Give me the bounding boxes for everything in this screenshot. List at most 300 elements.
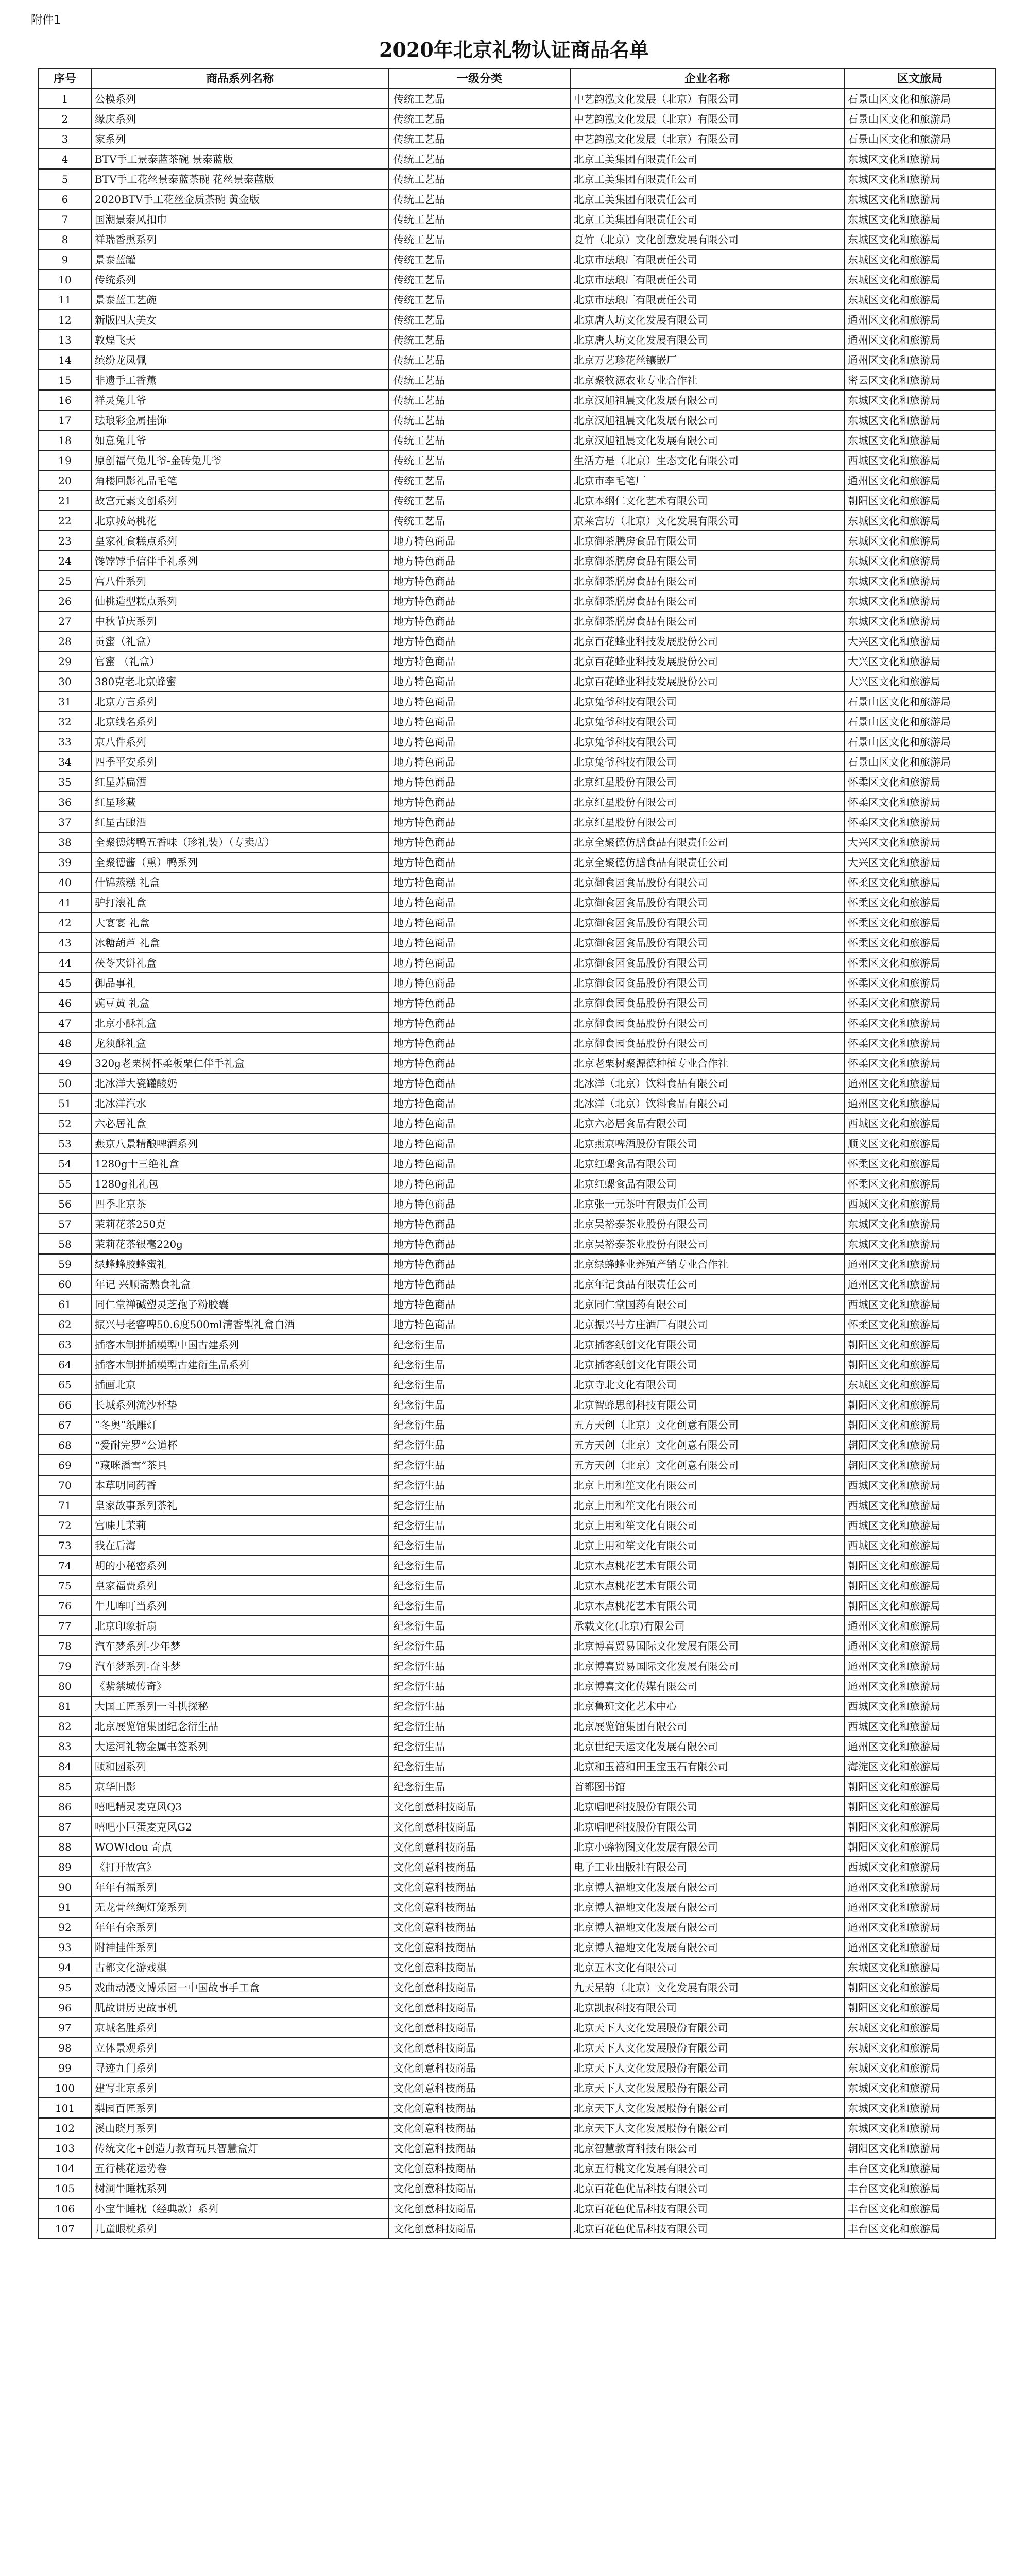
header-category: 一级分类 — [389, 69, 570, 89]
cell-category: 地方特色商品 — [389, 892, 570, 912]
cell-district-bureau: 东城区文化和旅游局 — [844, 169, 996, 189]
cell-district-bureau: 东城区文化和旅游局 — [844, 1375, 996, 1395]
cell-product-series: 绿蜂蜂胶蜂蜜礼 — [91, 1254, 389, 1274]
table-row — [39, 1475, 996, 1495]
cell-index: 11 — [39, 290, 91, 310]
cell-index: 20 — [39, 470, 91, 490]
table-row — [39, 1957, 996, 1977]
cell-district-bureau: 石景山区文化和旅游局 — [844, 691, 996, 711]
cell-district-bureau: 怀柔区文化和旅游局 — [844, 1154, 996, 1174]
table-row — [39, 2018, 996, 2038]
cell-product-series: 北京城岛桃花 — [91, 511, 389, 531]
cell-index: 70 — [39, 1475, 91, 1495]
cell-company: 北冰洋（北京）饮料食品有限公司 — [570, 1073, 844, 1093]
cell-index: 65 — [39, 1375, 91, 1395]
cell-company: 五方天创（北京）文化创意有限公司 — [570, 1455, 844, 1475]
cell-company: 北京工美集团有限责任公司 — [570, 189, 844, 209]
cell-index: 63 — [39, 1334, 91, 1354]
cell-product-series: 380克老北京蜂蜜 — [91, 671, 389, 691]
cell-district-bureau: 东城区文化和旅游局 — [844, 611, 996, 631]
cell-category: 传统工艺品 — [389, 511, 570, 531]
cell-category: 文化创意科技商品 — [389, 1837, 570, 1857]
cell-index: 85 — [39, 1776, 91, 1797]
cell-company: 北京兔爷科技有限公司 — [570, 691, 844, 711]
cell-company: 北京插客纸创文化有限公司 — [570, 1334, 844, 1354]
cell-category: 纪念衍生品 — [389, 1475, 570, 1495]
cell-category: 文化创意科技商品 — [389, 1957, 570, 1977]
table-row — [39, 1053, 996, 1073]
table-row — [39, 812, 996, 832]
cell-category: 文化创意科技商品 — [389, 1977, 570, 1997]
cell-company: 北京吴裕泰茶业股份有限公司 — [570, 1234, 844, 1254]
cell-index: 15 — [39, 370, 91, 390]
cell-category: 地方特色商品 — [389, 1194, 570, 1214]
table-row — [39, 2038, 996, 2058]
cell-category: 地方特色商品 — [389, 832, 570, 852]
cell-product-series: 无龙骨丝绸灯笼系列 — [91, 1897, 389, 1917]
cell-category: 纪念衍生品 — [389, 1656, 570, 1676]
cell-index: 76 — [39, 1596, 91, 1616]
table-row — [39, 1154, 996, 1174]
cell-product-series: 皇家礼食糕点系列 — [91, 531, 389, 551]
cell-index: 105 — [39, 2178, 91, 2198]
cell-category: 文化创意科技商品 — [389, 2138, 570, 2158]
table-row — [39, 732, 996, 752]
cell-category: 地方特色商品 — [389, 611, 570, 631]
cell-index: 31 — [39, 691, 91, 711]
cell-district-bureau: 怀柔区文化和旅游局 — [844, 772, 996, 792]
cell-company: 北京木点桃花艺术有限公司 — [570, 1596, 844, 1616]
table-row — [39, 470, 996, 490]
table-row — [39, 1555, 996, 1575]
cell-company: 北京御食园食品股份有限公司 — [570, 892, 844, 912]
cell-company: 北京绿蜂蜂业养殖产销专业合作社 — [570, 1254, 844, 1274]
cell-product-series: 北京展览馆集团纪念衍生品 — [91, 1716, 389, 1736]
cell-product-series: 1280g礼礼包 — [91, 1174, 389, 1194]
cell-company: 北京御茶膳房食品有限公司 — [570, 611, 844, 631]
table-row — [39, 1073, 996, 1093]
cell-index: 30 — [39, 671, 91, 691]
cell-district-bureau: 顺义区文化和旅游局 — [844, 1133, 996, 1154]
cell-product-series: 古都文化游戏棋 — [91, 1957, 389, 1977]
cell-district-bureau: 东城区文化和旅游局 — [844, 229, 996, 249]
cell-product-series: 《紫禁城传奇》 — [91, 1676, 389, 1696]
table-row — [39, 1676, 996, 1696]
cell-district-bureau: 通州区文化和旅游局 — [844, 1917, 996, 1937]
cell-category: 纪念衍生品 — [389, 1555, 570, 1575]
cell-company: 北京六必居食品有限公司 — [570, 1113, 844, 1133]
cell-product-series: 颐和园系列 — [91, 1756, 389, 1776]
table-row — [39, 832, 996, 852]
table-row — [39, 1455, 996, 1475]
cell-index: 98 — [39, 2038, 91, 2058]
cell-company: 北京博人福地文化发展有限公司 — [570, 1897, 844, 1917]
cell-product-series: “藏咪潘雪”茶具 — [91, 1455, 389, 1475]
table-row — [39, 2078, 996, 2098]
cell-company: 北京御食园食品股份有限公司 — [570, 872, 844, 892]
cell-district-bureau: 西城区文化和旅游局 — [844, 1495, 996, 1515]
cell-category: 地方特色商品 — [389, 973, 570, 993]
cell-index: 42 — [39, 912, 91, 933]
cell-category: 纪念衍生品 — [389, 1515, 570, 1535]
cell-district-bureau: 怀柔区文化和旅游局 — [844, 1013, 996, 1033]
cell-district-bureau: 石景山区文化和旅游局 — [844, 109, 996, 129]
cell-district-bureau: 通州区文化和旅游局 — [844, 1877, 996, 1897]
cell-index: 47 — [39, 1013, 91, 1033]
cell-company: 北京小蜂物图文化发展有限公司 — [570, 1837, 844, 1857]
cell-company: 北京老栗树聚源德种植专业合作社 — [570, 1053, 844, 1073]
cell-district-bureau: 通州区文化和旅游局 — [844, 470, 996, 490]
cell-district-bureau: 怀柔区文化和旅游局 — [844, 953, 996, 973]
cell-product-series: 肌故讲历史故事机 — [91, 1997, 389, 2018]
table-row — [39, 109, 996, 129]
table-row — [39, 1415, 996, 1435]
cell-index: 51 — [39, 1093, 91, 1113]
cell-district-bureau: 东城区文化和旅游局 — [844, 551, 996, 571]
cell-index: 6 — [39, 189, 91, 209]
table-row — [39, 1937, 996, 1957]
cell-company: 北京兔爷科技有限公司 — [570, 752, 844, 772]
table-row — [39, 1314, 996, 1334]
cell-company: 北京汉旭祖晨文化发展有限公司 — [570, 410, 844, 430]
cell-index: 103 — [39, 2138, 91, 2158]
cell-category: 传统工艺品 — [389, 129, 570, 149]
cell-category: 传统工艺品 — [389, 330, 570, 350]
header-product-series: 商品系列名称 — [91, 69, 389, 89]
cell-product-series: 同仁堂禅碱塑灵芝孢子粉胶囊 — [91, 1294, 389, 1314]
cell-index: 58 — [39, 1234, 91, 1254]
table-row — [39, 1997, 996, 2018]
cell-district-bureau: 丰台区文化和旅游局 — [844, 2218, 996, 2239]
cell-category: 传统工艺品 — [389, 149, 570, 169]
table-row — [39, 269, 996, 290]
cell-company: 北京和玉禧和田玉宝玉石有限公司 — [570, 1756, 844, 1776]
cell-company: 中艺韵泓文化发展（北京）有限公司 — [570, 89, 844, 109]
cell-district-bureau: 通州区文化和旅游局 — [844, 1274, 996, 1294]
table-row — [39, 249, 996, 269]
table-row — [39, 1495, 996, 1515]
table-row — [39, 410, 996, 430]
cell-category: 传统工艺品 — [389, 290, 570, 310]
cell-category: 地方特色商品 — [389, 1274, 570, 1294]
cell-product-series: 树洞牛睡枕系列 — [91, 2178, 389, 2198]
cell-company: 承载文化(北京)有限公司 — [570, 1616, 844, 1636]
table-row — [39, 1716, 996, 1736]
cell-product-series: 胡的小秘密系列 — [91, 1555, 389, 1575]
cell-company: 北京全聚德仿膳食品有限责任公司 — [570, 852, 844, 872]
cell-product-series: 传统系列 — [91, 269, 389, 290]
cell-district-bureau: 东城区文化和旅游局 — [844, 1957, 996, 1977]
cell-district-bureau: 大兴区文化和旅游局 — [844, 651, 996, 671]
cell-category: 地方特色商品 — [389, 1234, 570, 1254]
table-row — [39, 2098, 996, 2118]
cell-product-series: 新版四大美女 — [91, 310, 389, 330]
table-row — [39, 1917, 996, 1937]
cell-index: 79 — [39, 1656, 91, 1676]
cell-index: 32 — [39, 711, 91, 732]
cell-district-bureau: 东城区文化和旅游局 — [844, 390, 996, 410]
cell-product-series: 四季平安系列 — [91, 752, 389, 772]
cell-category: 传统工艺品 — [389, 109, 570, 129]
cell-company: 北京唐人坊文化发展有限公司 — [570, 310, 844, 330]
cell-company: 北京博人福地文化发展有限公司 — [570, 1917, 844, 1937]
cell-company: 北京同仁堂国药有限公司 — [570, 1294, 844, 1314]
cell-index: 107 — [39, 2218, 91, 2239]
cell-category: 传统工艺品 — [389, 269, 570, 290]
cell-district-bureau: 东城区文化和旅游局 — [844, 249, 996, 269]
table-row — [39, 993, 996, 1013]
cell-product-series: 什锦蒸糕 礼盒 — [91, 872, 389, 892]
cell-company: 首都图书馆 — [570, 1776, 844, 1797]
table-row — [39, 1575, 996, 1596]
cell-company: 北京兔爷科技有限公司 — [570, 732, 844, 752]
cell-category: 纪念衍生品 — [389, 1495, 570, 1515]
cell-category: 地方特色商品 — [389, 591, 570, 611]
table-row — [39, 591, 996, 611]
cell-index: 49 — [39, 1053, 91, 1073]
cell-product-series: 国潮景泰风扣巾 — [91, 209, 389, 229]
cell-category: 地方特色商品 — [389, 872, 570, 892]
cell-index: 84 — [39, 1756, 91, 1776]
cell-index: 74 — [39, 1555, 91, 1575]
cell-index: 1 — [39, 89, 91, 109]
cell-company: 北京智蜂思创科技有限公司 — [570, 1395, 844, 1415]
cell-category: 传统工艺品 — [389, 209, 570, 229]
cell-category: 文化创意科技商品 — [389, 2078, 570, 2098]
cell-district-bureau: 东城区文化和旅游局 — [844, 209, 996, 229]
cell-category: 地方特色商品 — [389, 1174, 570, 1194]
attachment-label: 附件1 — [31, 14, 61, 27]
cell-district-bureau: 通州区文化和旅游局 — [844, 1636, 996, 1656]
cell-district-bureau: 怀柔区文化和旅游局 — [844, 973, 996, 993]
cell-product-series: 景泰蓝工艺碗 — [91, 290, 389, 310]
cell-company: 北京振兴号方庄酒厂有限公司 — [570, 1314, 844, 1334]
cell-category: 地方特色商品 — [389, 651, 570, 671]
cell-district-bureau: 通州区文化和旅游局 — [844, 1656, 996, 1676]
cell-product-series: 振兴号老窖啤50.6度500ml清香型礼盒白酒 — [91, 1314, 389, 1334]
cell-index: 101 — [39, 2098, 91, 2118]
cell-district-bureau: 朝阳区文化和旅游局 — [844, 1334, 996, 1354]
cell-index: 69 — [39, 1455, 91, 1475]
cell-product-series: 320g老栗树怀柔板栗仁伴手礼盒 — [91, 1053, 389, 1073]
cell-index: 18 — [39, 430, 91, 450]
cell-product-series: 年年有福系列 — [91, 1877, 389, 1897]
cell-product-series: 敦煌飞天 — [91, 330, 389, 350]
cell-category: 地方特色商品 — [389, 993, 570, 1013]
cell-product-series: 插客木制拼插模型古建衍生品系列 — [91, 1354, 389, 1375]
cell-district-bureau: 怀柔区文化和旅游局 — [844, 792, 996, 812]
cell-company: 北京工美集团有限责任公司 — [570, 209, 844, 229]
cell-district-bureau: 东城区文化和旅游局 — [844, 269, 996, 290]
cell-district-bureau: 朝阳区文化和旅游局 — [844, 1817, 996, 1837]
cell-index: 104 — [39, 2158, 91, 2178]
cell-company: 北京兔爷科技有限公司 — [570, 711, 844, 732]
cell-index: 59 — [39, 1254, 91, 1274]
cell-company: 北京御食园食品股份有限公司 — [570, 973, 844, 993]
cell-product-series: 小宝牛睡枕（经典款）系列 — [91, 2198, 389, 2218]
cell-product-series: 溪山晓月系列 — [91, 2118, 389, 2138]
cell-company: 北京御食园食品股份有限公司 — [570, 993, 844, 1013]
cell-district-bureau: 朝阳区文化和旅游局 — [844, 1797, 996, 1817]
cell-category: 纪念衍生品 — [389, 1354, 570, 1375]
cell-category: 地方特色商品 — [389, 1154, 570, 1174]
cell-product-series: 御品事礼 — [91, 973, 389, 993]
cell-category: 传统工艺品 — [389, 229, 570, 249]
cell-product-series: 缤纷龙凤佩 — [91, 350, 389, 370]
cell-product-series: 本草明同药香 — [91, 1475, 389, 1495]
cell-category: 纪念衍生品 — [389, 1575, 570, 1596]
cell-product-series: 北京小酥礼盒 — [91, 1013, 389, 1033]
table-row — [39, 1776, 996, 1797]
table-row — [39, 1636, 996, 1656]
cell-product-series: 长城系列流沙杯垫 — [91, 1395, 389, 1415]
cell-category: 传统工艺品 — [389, 430, 570, 450]
cell-district-bureau: 西城区文化和旅游局 — [844, 1294, 996, 1314]
cell-company: 北京上用和笙文化有限公司 — [570, 1515, 844, 1535]
cell-district-bureau: 通州区文化和旅游局 — [844, 310, 996, 330]
cell-index: 100 — [39, 2078, 91, 2098]
cell-index: 94 — [39, 1957, 91, 1977]
cell-index: 41 — [39, 892, 91, 912]
cell-index: 106 — [39, 2198, 91, 2218]
header-index: 序号 — [39, 69, 91, 89]
cell-category: 文化创意科技商品 — [389, 2198, 570, 2218]
cell-category: 地方特色商品 — [389, 1294, 570, 1314]
table-row — [39, 2058, 996, 2078]
cell-company: 北京寺北文化有限公司 — [570, 1375, 844, 1395]
cell-index: 62 — [39, 1314, 91, 1334]
cell-index: 75 — [39, 1575, 91, 1596]
cell-district-bureau: 东城区文化和旅游局 — [844, 1214, 996, 1234]
cell-company: 北京天下人文化发展股份有限公司 — [570, 2078, 844, 2098]
cell-company: 北京智慧教育科技有限公司 — [570, 2138, 844, 2158]
cell-company: 北京工美集团有限责任公司 — [570, 149, 844, 169]
cell-category: 纪念衍生品 — [389, 1756, 570, 1776]
cell-company: 北京红螺食品有限公司 — [570, 1174, 844, 1194]
cell-company: 北京百花色优品科技有限公司 — [570, 2198, 844, 2218]
cell-district-bureau: 东城区文化和旅游局 — [844, 591, 996, 611]
cell-product-series: 龙须酥礼盒 — [91, 1033, 389, 1053]
cell-district-bureau: 东城区文化和旅游局 — [844, 189, 996, 209]
cell-company: 北京张一元茶叶有限责任公司 — [570, 1194, 844, 1214]
cell-category: 地方特色商品 — [389, 772, 570, 792]
cell-company: 北京御食园食品股份有限公司 — [570, 1033, 844, 1053]
cell-district-bureau: 怀柔区文化和旅游局 — [844, 912, 996, 933]
table-row — [39, 2218, 996, 2239]
cell-product-series: 大宴宴 礼盒 — [91, 912, 389, 933]
cell-product-series: 故宫元素文创系列 — [91, 490, 389, 511]
cell-company: 北京展览馆集团有限公司 — [570, 1716, 844, 1736]
table-row — [39, 551, 996, 571]
cell-company: 中艺韵泓文化发展（北京）有限公司 — [570, 109, 844, 129]
cell-index: 73 — [39, 1535, 91, 1555]
cell-index: 95 — [39, 1977, 91, 1997]
table-row — [39, 1596, 996, 1616]
cell-district-bureau: 通州区文化和旅游局 — [844, 350, 996, 370]
product-list-table — [38, 68, 996, 2239]
cell-index: 46 — [39, 993, 91, 1013]
cell-company: 北京木点桃花艺术有限公司 — [570, 1555, 844, 1575]
cell-district-bureau: 东城区文化和旅游局 — [844, 1234, 996, 1254]
cell-category: 文化创意科技商品 — [389, 1897, 570, 1917]
cell-category: 地方特色商品 — [389, 1013, 570, 1033]
cell-company: 北京世纪天运文化发展有限公司 — [570, 1736, 844, 1756]
cell-district-bureau: 东城区文化和旅游局 — [844, 2038, 996, 2058]
cell-district-bureau: 通州区文化和旅游局 — [844, 1937, 996, 1957]
cell-product-series: 戏曲动漫文博乐园一中国故事手工盒 — [91, 1977, 389, 1997]
cell-district-bureau: 通州区文化和旅游局 — [844, 1093, 996, 1113]
cell-district-bureau: 朝阳区文化和旅游局 — [844, 1415, 996, 1435]
cell-district-bureau: 石景山区文化和旅游局 — [844, 711, 996, 732]
cell-index: 82 — [39, 1716, 91, 1736]
cell-index: 23 — [39, 531, 91, 551]
table-row — [39, 511, 996, 531]
table-row — [39, 1977, 996, 1997]
table-row — [39, 611, 996, 631]
cell-district-bureau: 石景山区文化和旅游局 — [844, 89, 996, 109]
table-row — [39, 933, 996, 953]
cell-district-bureau: 东城区文化和旅游局 — [844, 149, 996, 169]
cell-index: 99 — [39, 2058, 91, 2078]
cell-product-series: 珐琅彩金属挂饰 — [91, 410, 389, 430]
header-district-bureau: 区文旅局 — [844, 69, 996, 89]
cell-index: 80 — [39, 1676, 91, 1696]
cell-company: 五方天创（北京）文化创意有限公司 — [570, 1415, 844, 1435]
cell-product-series: 建写北京系列 — [91, 2078, 389, 2098]
cell-category: 地方特色商品 — [389, 792, 570, 812]
cell-product-series: 公模系列 — [91, 89, 389, 109]
cell-category: 文化创意科技商品 — [389, 1997, 570, 2018]
cell-product-series: 插客木制拼插模型中国古建系列 — [91, 1334, 389, 1354]
cell-company: 九天星韵（北京）文化发展有限公司 — [570, 1977, 844, 1997]
table-row — [39, 390, 996, 410]
table-row — [39, 1375, 996, 1395]
cell-index: 48 — [39, 1033, 91, 1053]
cell-product-series: 红星苏扁酒 — [91, 772, 389, 792]
cell-index: 68 — [39, 1435, 91, 1455]
cell-product-series: 儿童眼枕系列 — [91, 2218, 389, 2239]
table-row — [39, 1736, 996, 1756]
cell-district-bureau: 朝阳区文化和旅游局 — [844, 1435, 996, 1455]
cell-category: 文化创意科技商品 — [389, 1797, 570, 1817]
cell-index: 56 — [39, 1194, 91, 1214]
cell-index: 55 — [39, 1174, 91, 1194]
cell-district-bureau: 大兴区文化和旅游局 — [844, 852, 996, 872]
cell-product-series: 如意兔儿爷 — [91, 430, 389, 450]
cell-index: 21 — [39, 490, 91, 511]
cell-index: 50 — [39, 1073, 91, 1093]
cell-company: 北京博喜贸易国际文化发展有限公司 — [570, 1636, 844, 1656]
table-row — [39, 1214, 996, 1234]
cell-district-bureau: 石景山区文化和旅游局 — [844, 752, 996, 772]
cell-district-bureau: 通州区文化和旅游局 — [844, 1254, 996, 1274]
cell-company: 北京百花色优品科技有限公司 — [570, 2218, 844, 2239]
cell-product-series: 宫味儿茉莉 — [91, 1515, 389, 1535]
cell-district-bureau: 怀柔区文化和旅游局 — [844, 1314, 996, 1334]
header-company: 企业名称 — [570, 69, 844, 89]
cell-district-bureau: 西城区文化和旅游局 — [844, 450, 996, 470]
table-row — [39, 1133, 996, 1154]
cell-category: 地方特色商品 — [389, 1053, 570, 1073]
cell-product-series: 大国工匠系列一斗拱探秘 — [91, 1696, 389, 1716]
cell-product-series: 皇家福费系列 — [91, 1575, 389, 1596]
cell-product-series: 景泰蓝罐 — [91, 249, 389, 269]
table-row — [39, 792, 996, 812]
cell-company: 北京百花色优品科技有限公司 — [570, 2178, 844, 2198]
cell-index: 19 — [39, 450, 91, 470]
cell-category: 文化创意科技商品 — [389, 2038, 570, 2058]
cell-district-bureau: 西城区文化和旅游局 — [844, 1696, 996, 1716]
